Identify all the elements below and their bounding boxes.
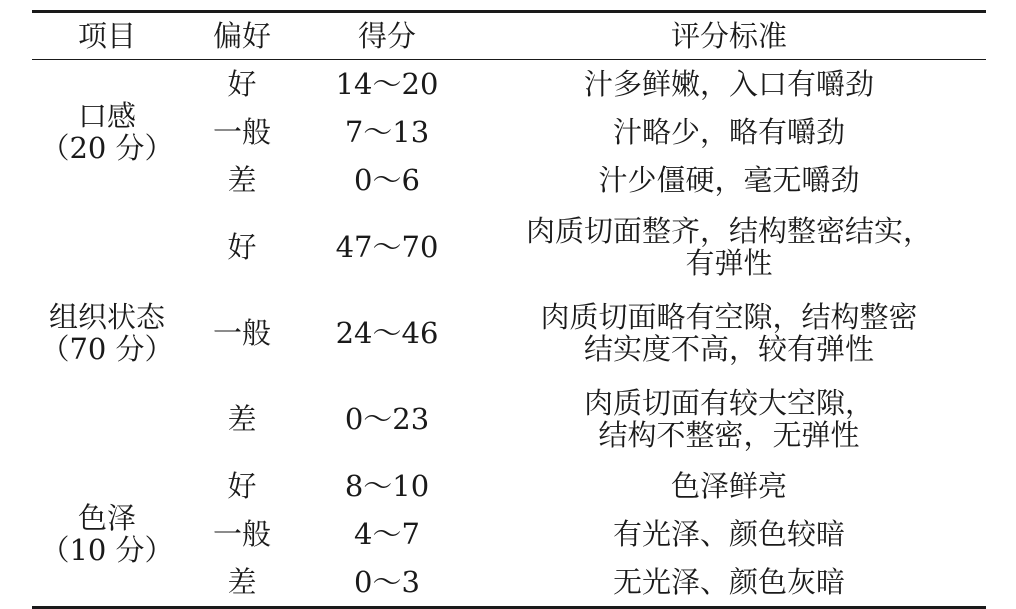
criteria-cell xyxy=(472,60,986,109)
preference-cell: 一般 xyxy=(212,517,271,551)
criteria-line: 色泽鲜亮 xyxy=(670,469,787,503)
score-cell: 4～7 xyxy=(354,517,420,551)
table-row xyxy=(32,204,986,290)
criteria-cell xyxy=(472,290,986,376)
criteria-cell xyxy=(472,156,986,204)
group-cell xyxy=(32,204,182,462)
group-cell xyxy=(32,60,182,205)
score-cell: 7～13 xyxy=(344,115,430,149)
criteria-cell xyxy=(472,510,986,558)
preference-cell: 差 xyxy=(227,402,257,436)
score-cell: 8～10 xyxy=(344,469,430,503)
preference-cell: 一般 xyxy=(212,316,271,350)
criteria-line: 有光泽、颜色较暗 xyxy=(612,517,845,551)
criteria-cell xyxy=(472,462,986,510)
preference-cell: 好 xyxy=(227,469,257,503)
criteria-line: 汁少僵硬，毫无嚼劲 xyxy=(598,163,860,197)
criteria-cell xyxy=(472,376,986,462)
table-row xyxy=(32,60,986,109)
criteria-cell xyxy=(472,108,986,156)
criteria-line: 肉质切面略有空隙，结构整密 xyxy=(540,300,918,334)
criteria-line: 有弹性 xyxy=(685,246,773,280)
group-name: 色泽 xyxy=(77,501,136,535)
preference-cell: 差 xyxy=(227,565,257,599)
header-score: 得分 xyxy=(357,19,416,53)
group-name: 组织状态 xyxy=(48,300,165,334)
group-points: （20 分） xyxy=(40,131,174,165)
criteria-line: 无光泽、颜色灰暗 xyxy=(612,565,845,599)
criteria-line: 结构不整密，无弹性 xyxy=(598,418,860,452)
table-header xyxy=(32,12,986,60)
criteria-cell xyxy=(472,558,986,608)
score-cell: 0～3 xyxy=(354,565,420,599)
score-cell: 0～23 xyxy=(344,402,430,436)
score-cell: 0～6 xyxy=(354,163,420,197)
preference-cell: 差 xyxy=(227,163,257,197)
header-preference: 偏好 xyxy=(212,19,271,53)
group-points: （70 分） xyxy=(40,332,174,366)
score-cell: 14～20 xyxy=(335,67,439,101)
group-points: （10 分） xyxy=(40,533,174,567)
criteria-line: 汁多鲜嫩，入口有嚼劲 xyxy=(583,67,874,101)
scoring-table xyxy=(32,10,986,609)
preference-cell: 一般 xyxy=(212,115,271,149)
header-criteria: 评分标准 xyxy=(670,19,787,53)
score-cell: 47～70 xyxy=(335,230,439,264)
table-body xyxy=(32,60,986,608)
preference-cell: 好 xyxy=(227,230,257,264)
criteria-line: 肉质切面有较大空隙， xyxy=(583,386,874,420)
criteria-line: 结实度不高，较有弹性 xyxy=(583,332,874,366)
score-cell: 24～46 xyxy=(335,316,439,350)
group-cell xyxy=(32,462,182,608)
header-row xyxy=(32,12,986,60)
header-item: 项目 xyxy=(77,19,136,53)
criteria-cell xyxy=(472,204,986,290)
preference-cell: 好 xyxy=(227,67,257,101)
criteria-line: 汁略少，略有嚼劲 xyxy=(612,115,845,149)
table-row xyxy=(32,462,986,510)
group-name: 口感 xyxy=(77,99,136,133)
criteria-line: 肉质切面整齐，结构整密结实， xyxy=(525,214,932,248)
